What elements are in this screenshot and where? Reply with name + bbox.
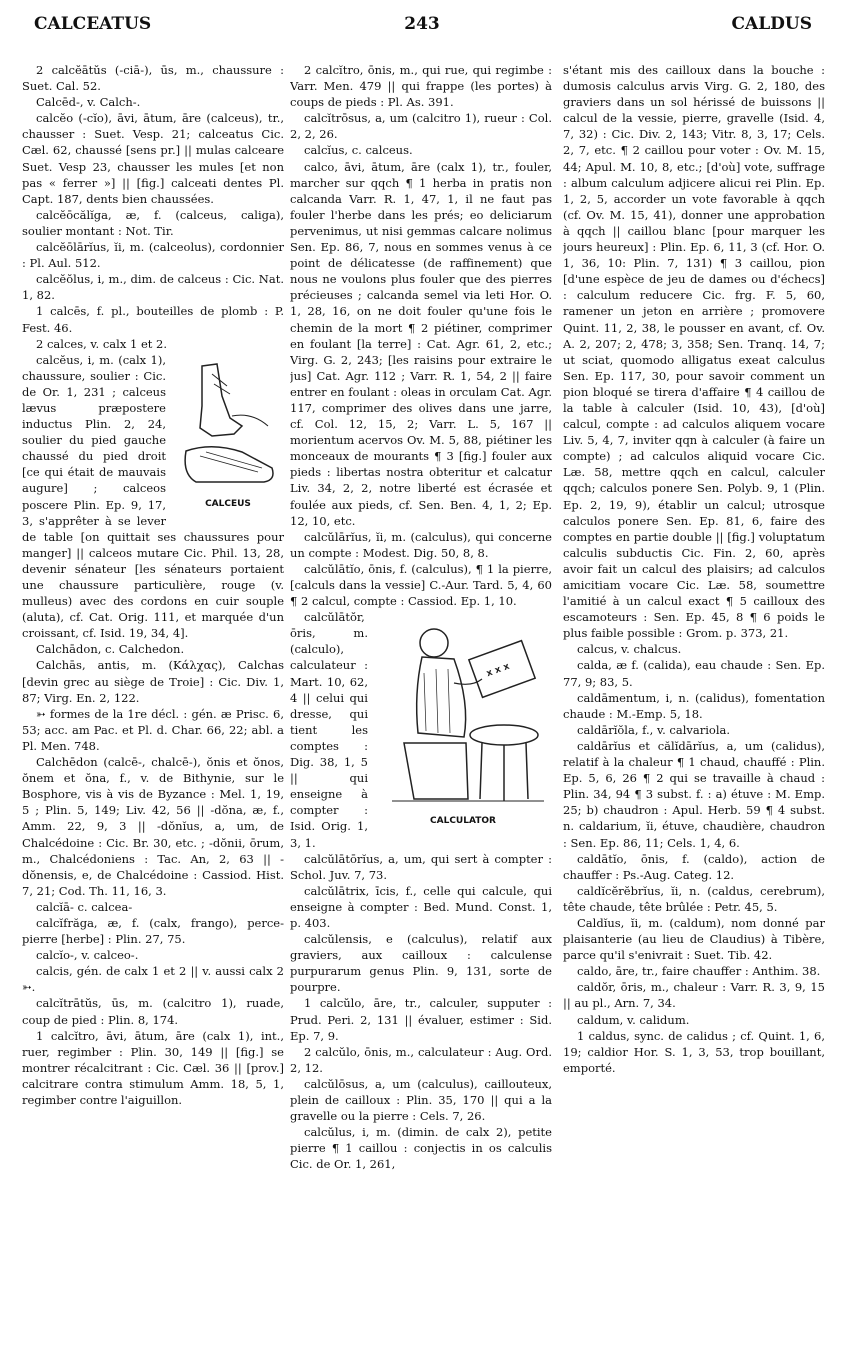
- calceus-caption: CALCEUS: [205, 498, 251, 509]
- entry: caldĭcĕrĕbrĭus, ĭi, n. (caldus, cerebrum), tête chaude, tête brûlée : Petr. 45, 5.: [563, 883, 825, 914]
- header-last-headword: CALDUS: [731, 14, 812, 34]
- entry: caldo, āre, tr., faire chauffer : Anthim. 38.: [577, 964, 821, 979]
- entry: calcŭlensis, e (calculus), relatif aux graviers, aux cailloux : calculense purpurarum genus Plin. 9, 131, sorte de pourpre.: [290, 932, 552, 995]
- column-2: [290, 62, 552, 1354]
- entry: calco, āvi, ātum, āre (calx 1), tr., fouler, marcher sur qqch ¶ 1 herba in pratis non calcanda Varr. R. 1, 47, 1, il ne faut pas fouler l'herbe dans les prés; eo deliciarum pervenimus, ut nisi gemmas calcare nolimus Sen. Ep. 86, 7, nous en sommes venus à ce point de délicatesse (de raffinement) que nous ne voulons plus fouler que des pierres précieuses ; calcanda semel via leti Hor. O. 1, 28, 16, on ne doit fouler qu'une fois le chemin de la mort ¶ 2 piétiner, comprimer en foulant [la terre] : Cat. Agr. 61, 2, etc.; Virg. G. 2, 243; [les raisins pour extraire le jus] Cat. Agr. 112 ; Varr. R. 1, 54, 2 || faire entrer en foulant : oleas in orculam Cat. Agr. 117, comprimer des olives dans une jarre, cf. Col. 12, 15, 2; Varr. L. 5, 167 || morientum acervos Ov. M. 5, 88, piétiner les monceaux de mourants ¶ 3 [fig.] fouler aux pieds : libertas nostra obteritur et calcatur Liv. 34, 2, 2, notre liberté est écrasée et foulée aux pieds, cf. Sen. Ben. 4, 1, 2; Ep. 12, 10, etc.: [290, 159, 552, 528]
- entry: 1 calcēs, f. pl., bouteilles de plomb : P. Fest. 46.: [22, 304, 284, 335]
- calculator-caption: CALCULATOR: [430, 816, 496, 827]
- column-3: [563, 62, 825, 1354]
- entry: calcŭlārĭus, ĭi, m. (calculus), qui concerne un compte : Modest. Dig. 50, 8, 8.: [290, 529, 552, 560]
- entry: caldāmentum, i, n. (calidus), fomentation chaude : M.-Emp. 5, 18.: [563, 690, 825, 721]
- entry: calcŭlātōrĭus, a, um, qui sert à compter : Schol. Juv. 7, 73.: [290, 851, 552, 882]
- svg-text:x x x: x x x: [485, 661, 511, 680]
- entry: calcis, gén. de calx 1 et 2 || v. aussi calx 2 ➳.: [22, 964, 284, 995]
- entry: 2 calcĭtro, ōnis, m., qui rue, qui regimbe : Varr. Men. 479 || qui frappe (les portes) à coups de pieds : Pl. As. 391.: [290, 63, 552, 110]
- entry: 1 caldus, sync. de calidus ; cf. Quint. 1, 6, 19; caldior Hor. S. 1, 3, 53, trop bouillant, emporté.: [563, 1028, 825, 1075]
- entry: calcĭus, c. calceus.: [304, 143, 413, 158]
- calceus-illustration: [172, 356, 284, 512]
- entry: Calchādon, c. Calchedon.: [36, 642, 185, 657]
- entry: caldārĭŏla, f., v. calvariola.: [577, 722, 731, 737]
- entry: calcŭlātŏr, ōris, m. (calculo), calculateur : Mart. 10, 62, 4 || celui qui dresse, qui tient les comptes : Dig. 38, 1, 5 || qui enseigne à compter : Isid. Orig. 1, 3, 1.: [290, 610, 368, 850]
- entry: calcĭtrātŭs, ūs, m. (calcitro 1), ruade, coup de pied : Plin. 8, 174.: [22, 996, 284, 1027]
- entry: s'étant mis des cailloux dans la bouche : dumosis calculus arvis Virg. G. 2, 180, des graviers dans un sol hérissé de buissons || calcul de la vessie, pierre, gravelle (Isid. 4, 7, 32) : Cic. Div. 2, 143; Vitr. 8, 3, 17; Cels. 2, 7, etc. ¶ 2 caillou pour voter : Ov. M. 15, 44; Apul. M. 10, 8, etc.; [d'où] vote, suffrage : album calculum adjicere alicui rei Plin. Ep. 1, 2, 5, accorder un vote favorable à qqch (cf. Ov. M. 15, 41), donner une approbation à qqch || caillou blanc [pour marquer les jours heureux] : Plin. Ep. 6, 11, 3 (cf. Hor. O. 1, 36, 10: Plin. 7, 131) ¶ 3 caillou, pion [d'une espèce de jeu de dames ou d'échecs] : calculum reducere Cic. frg. F. 5, 60, ramener un jeton en arrière ; promovere Quint. 11, 2, 38, le pousser en avant, cf. Ov. A. 2, 207; 2, 478; 3, 358; Sen. Tranq. 14, 7; ut sciat, quomodo alligatus exeat calculus Sen. Ep. 117, 30, pour savoir comment un pion bloqué se tirera d'affaire ¶ 4 caillou de la table à calculer (Isid. 10, 43), [d'où] calcul, compte : ad calculos aliquem vocare Liv. 5, 4, 7, inviter qqn à calculer (à faire un compte) ; ad calculos aliquid vocare Cic. Læ. 58, mettre qqch en calcul, calculer qqch; calculos ponere Sen. Polyb. 9, 1 (Plin. Ep. 2, 19, 9), établir un calcul; utrosque calculos ponere Sen. Ep. 81, 6, faire des comptes en partie double || [fig.] voluptatum calculis subductis Cic. Fin. 2, 60, après avoir fait un calcul des plaisirs; ad calculos amicitiam vocare Cic. Læ. 58, soumettre l'amitié à un calcul exact ¶ 5 cailloux des escamoteurs : Sen. Ep. 45, 8 ¶ 6 poids le plus faible possible : Grom. p. 373, 21.: [563, 63, 825, 641]
- page-header: [22, 14, 822, 40]
- entry: 1 calcĭtro, āvi, ātum, āre (calx 1), int., ruer, regimber : Plin. 30, 149 || [fig.] se montrer récalcitrant : Cic. Cæl. 36 || [prov.] calcitrare contra stimulum Amm. 18, 5, 1, regimber contre l'aiguillon.: [22, 1028, 284, 1107]
- column-1: [22, 62, 284, 1354]
- entry: calcĕo (-cĭo), āvi, ātum, āre (calceus), tr., chausser : Suet. Vesp. 21; calceatus Cic. Cæl. 62, chaussé [sens pr.] || mulas calceare Suet. Vesp 23, chausser les mules [et non pas « ferrer »] || [fig.] calceati dentes Pl. Capt. 187, dents bien chaussées.: [22, 111, 284, 206]
- entry: 2 calcĕātŭs (-ciā-), ūs, m., chaussure : Suet. Cal. 52.: [22, 63, 284, 94]
- entry: calcĕus, i, m. (calx 1), chaussure, soulier : Cic. de Or. 1, 231 ; calceus lævus præpostere inductus Plin. 2, 24, soulier du pied gauche chaussé du pied droit [ce qui était de mauvais augure] ; calceos poscere Plin. Ep. 9, 17, 3, s'apprêter à se lever de table [on quittait ses chaussures pour manger] || calceos mutare Cic. Phil. 13, 28, devenir sénateur [les sénateurs portaient une chaussure particulière, rouge (v. mulleus) avec des cordons en cuir souple (aluta), cf. Cat. Orig. 111, et marquée d'un croissant, cf. Isid. 19, 34, 4].: [22, 352, 284, 641]
- entry: calcŭlōsus, a, um (calculus), caillouteux, plein de cailloux : Plin. 35, 170 || qui a la gravelle ou la pierre : Cels. 7, 26.: [290, 1076, 552, 1124]
- entry: calcŭlātrix, īcis, f., celle qui calcule, qui enseigne à compter : Bed. Mund. Const. 1, p. 403.: [290, 883, 552, 930]
- entry: calcĭo-, v. calceo-.: [36, 948, 139, 963]
- entry: calcus, v. chalcus.: [577, 642, 682, 657]
- entry: calcĭtrōsus, a, um (calcitro 1), rueur : Col. 2, 2, 26.: [290, 111, 552, 142]
- calculator-illustration: [374, 613, 552, 829]
- page-number: 243: [404, 14, 440, 34]
- header-first-headword: CALCEATUS: [34, 14, 152, 34]
- entry: ➳ formes de la 1re décl. : gén. æ Prisc. 6, 53; acc. am Pac. et Pl. d. Char. 66, 22; abl. a Pl. Men. 748.: [22, 706, 284, 753]
- entry: calcŭlātĭo, ōnis, f. (calculus), ¶ 1 la pierre, [calculs dans la vessie] C.-Aur. Tard. 5, 4, 60 ¶ 2 calcul, compte : Cassiod. Ep. 1, 10.: [290, 561, 552, 609]
- entry: calda, æ f. (calida), eau chaude : Sen. Ep. 77, 9; 83, 5.: [563, 658, 825, 689]
- entry: calcĕŏlus, i, m., dim. de calceus : Cic. Nat. 1, 82.: [22, 272, 284, 303]
- entry: calcŭlus, i, m. (dimin. de calx 2), petite pierre ¶ 1 caillou : conjectis in os calculis Cic. de Or. 1, 261,: [290, 1125, 552, 1172]
- entry: caldŏr, ōris, m., chaleur : Varr. R. 3, 9, 15 || au pl., Arn. 7, 34.: [563, 980, 825, 1011]
- entry: 2 calcŭlo, ōnis, m., calculateur : Aug. Ord. 2, 12.: [290, 1044, 552, 1075]
- entry: calcĭā- c. calcea-: [36, 899, 133, 914]
- entry: Calcēd-, v. Calch-.: [36, 95, 141, 110]
- entry: calcĕōcălĭga, æ, f. (calceus, caliga), soulier montant : Not. Tir.: [22, 207, 284, 238]
- entry: caldum, v. calidum.: [577, 1012, 690, 1027]
- entry: Calchēdon (calcē-, chalcē-), ŏnis et ŏnos, ŏnem et ŏna, f., v. de Bithynie, sur le Bosphore, vis à vis de Byzance : Mel. 1, 19, 5 ; Plin. 5, 149; Liv. 42, 56 || -dŏna, æ, f., Amm. 22, 9, 3 || -dŏnĭus, a, um, de Chalcédoine : Cic. Br. 30, etc. ; -dŏnii, ōrum, m., Chalcédoniens : Tac. An, 2, 63 || -dŏnensis, e, de Chalcédoine : Cassiod. Hist. 7, 21; Cod. Th. 11, 16, 3.: [22, 755, 284, 898]
- entry: caldārĭus et călĭdārĭus, a, um (calidus), relatif à la chaleur ¶ 1 chaud, chauffé : Plin. Ep. 5, 6, 26 ¶ 2 qui se travaille à chaud : Plin. 34, 94 ¶ 3 subst. f. : a) étuve : M. Emp. 25; b) chaudron : Apul. Herb. 59 ¶ 4 subst. n. caldarium, ĭi, étuve, chaudière, chaudron : Sen. Ep. 86, 11; Cels. 1, 4, 6.: [563, 738, 825, 850]
- entry: caldātĭo, ōnis, f. (caldo), action de chauffer : Ps.-Aug. Categ. 12.: [563, 851, 825, 882]
- entry: Calchās, antis, m. (Κάλχας), Calchas [devin grec au siège de Troie] : Cic. Div. 1, 87; Virg. En. 2, 122.: [22, 658, 284, 705]
- entry: 1 calcŭlo, āre, tr., calculer, supputer : Prud. Peri. 2, 131 || évaluer, estimer : Sid. Ep. 7, 9.: [290, 996, 552, 1043]
- calculator-figure-icon: [374, 613, 552, 813]
- entry: Caldĭus, ĭi, m. (caldum), nom donné par plaisanterie (au lieu de Claudius) à Tibère, parce qu'il s'enivrait : Suet. Tib. 42.: [563, 915, 825, 963]
- entry: calcĭfrăga, æ, f. (calx, frango), perce-pierre [herbe] : Plin. 27, 75.: [22, 915, 284, 947]
- entry: calcĕōlārĭus, ĭi, m. (calceolus), cordonnier : Pl. Aul. 512.: [22, 240, 284, 271]
- entry: 2 calces, v. calx 1 et 2.: [36, 336, 167, 351]
- shoe-drawing-icon: [172, 356, 284, 496]
